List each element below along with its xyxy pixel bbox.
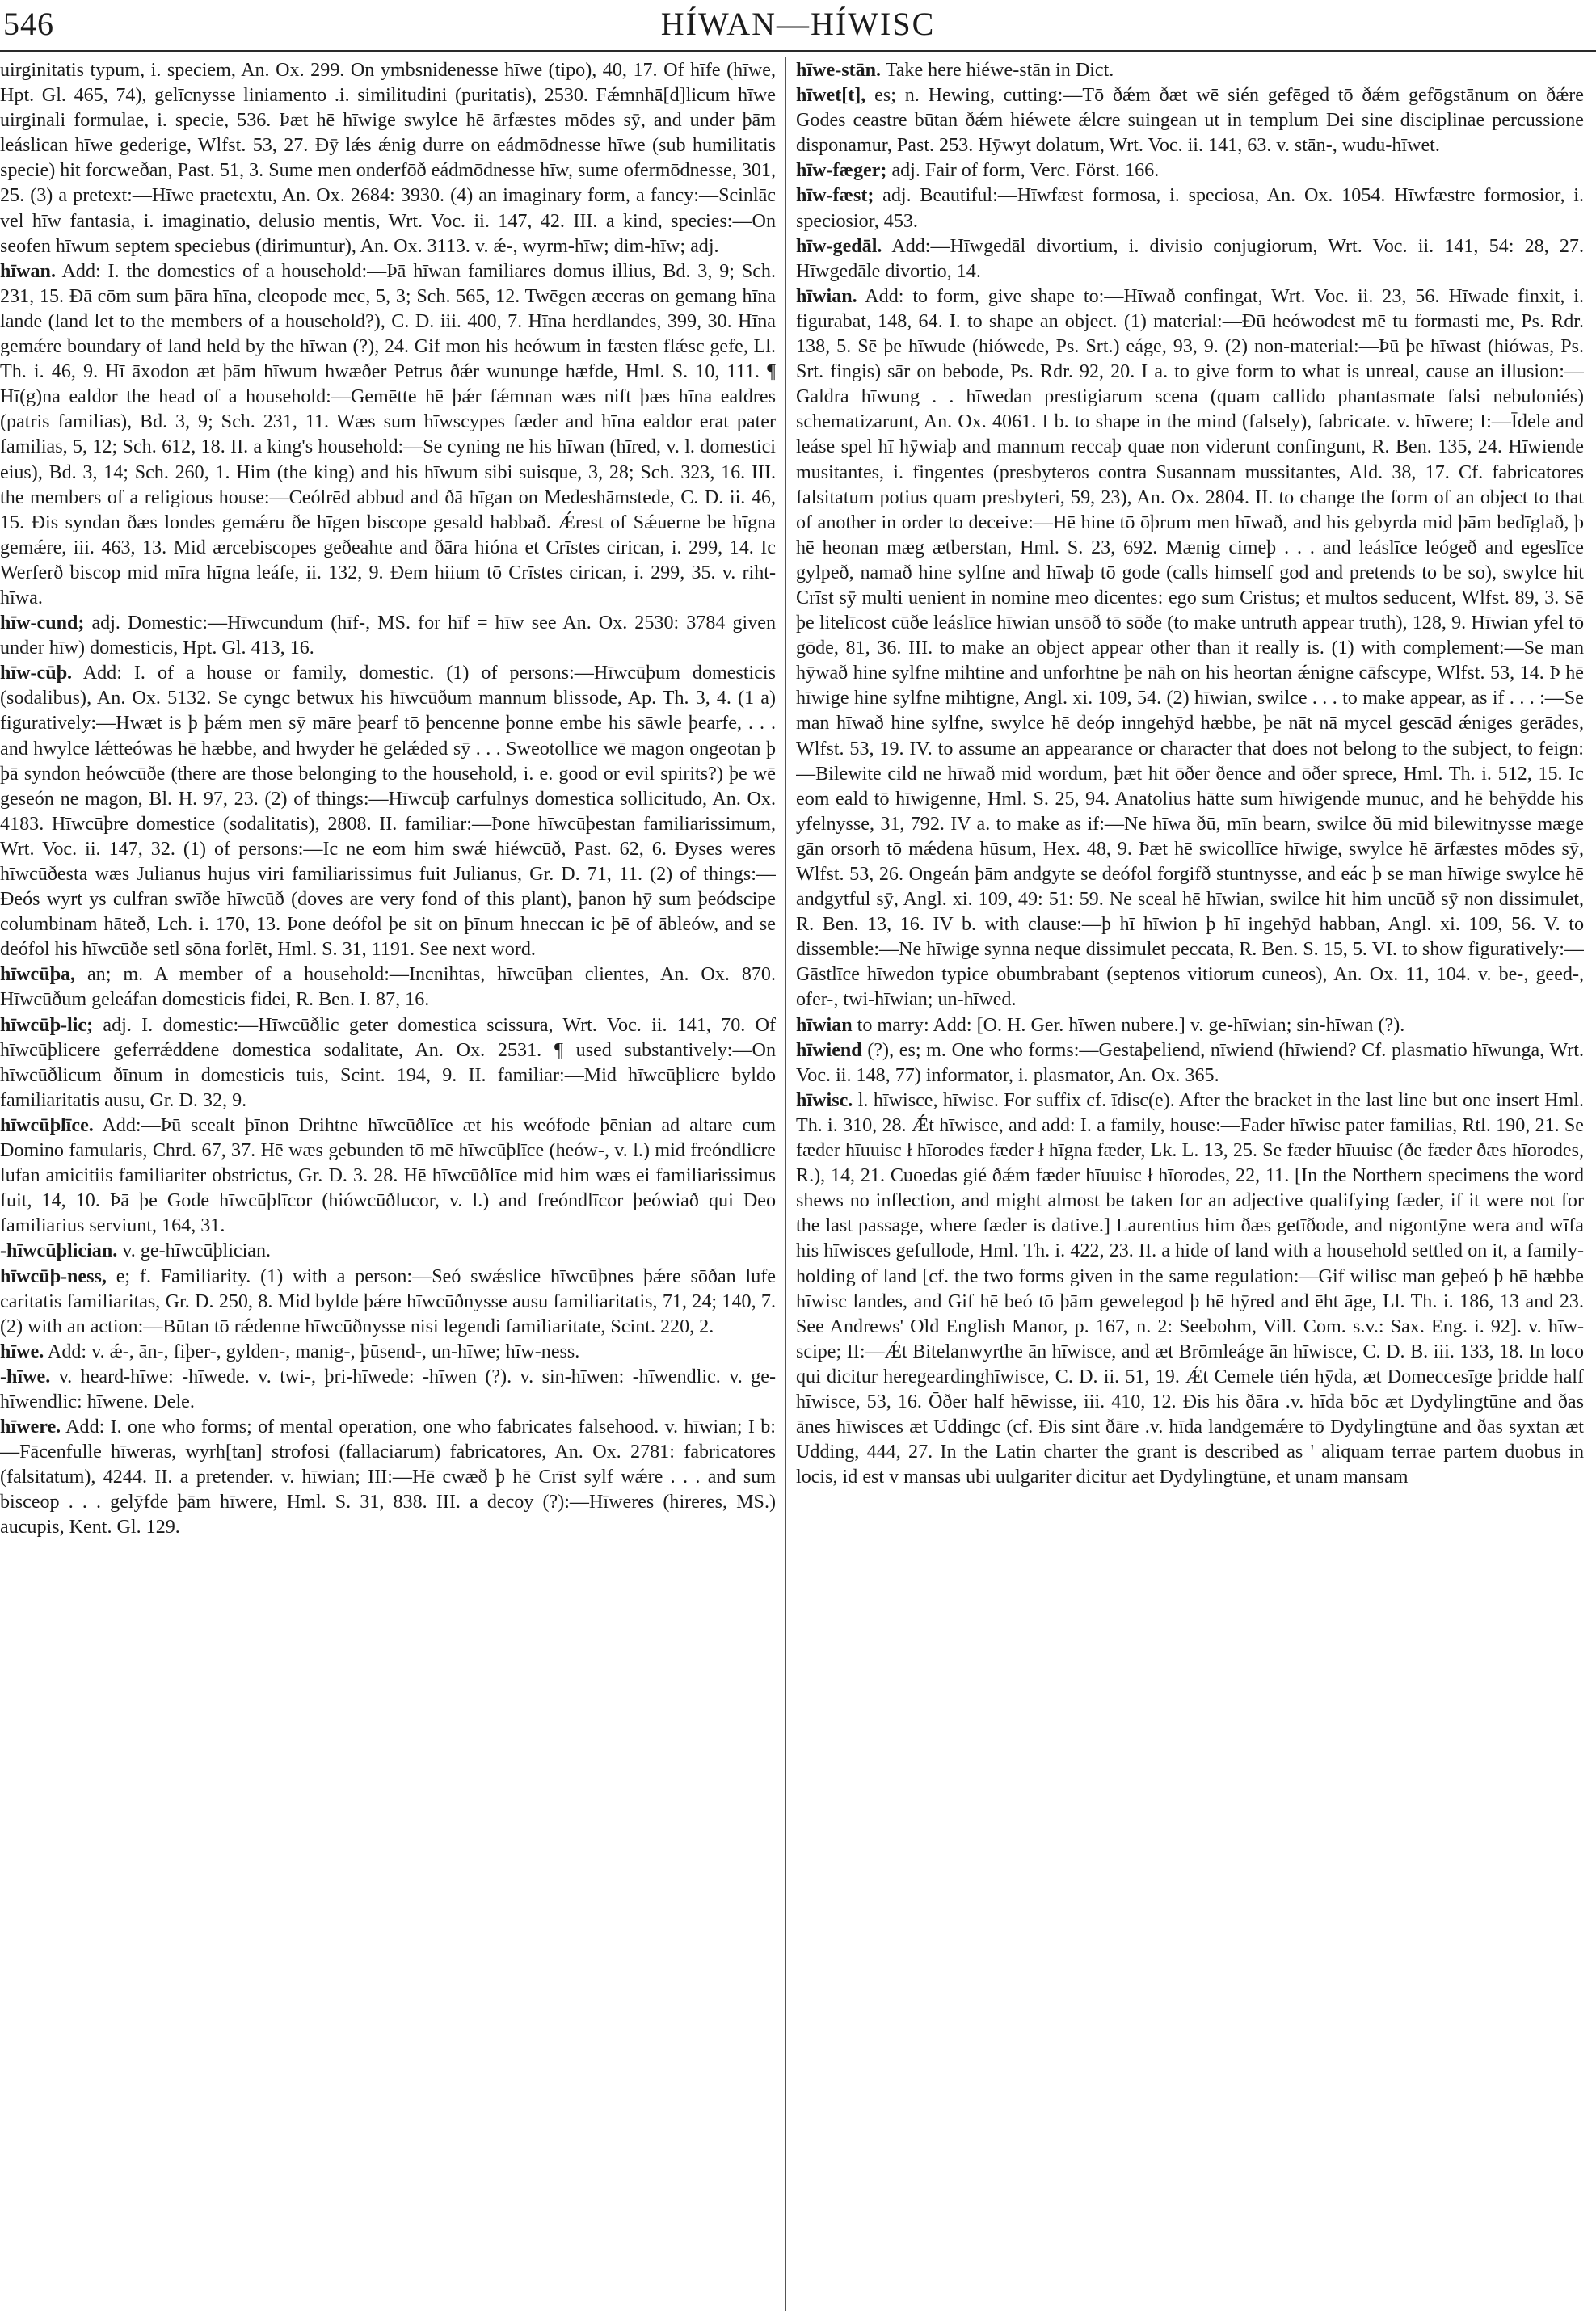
entry-text: adj. Fair of form, Verc. Först. 166. <box>891 160 1160 182</box>
dictionary-entry <box>796 183 1584 234</box>
entry-headword: -hīwcūþlician. <box>0 1240 118 1262</box>
dictionary-entry <box>0 259 776 611</box>
column-divider <box>785 57 786 2311</box>
entry-text: Add: I. the domestics of a household:—Þā hīwan familiares domus illius, Bd. 3, 9; Sch. 231, 15. Ðā cōm sum þāra hīna, cleopode mec, 5, 3; Sch. 565, 12. Twēgen æceras on gemang hīna lande (land let to the members of a household?), C. D. iii. 400, 7. Hīna herdlandes, 399, 30. Hīna gemǽre boundary of land held by the hīwan (?), 24. Gif mon his heówum in fæsten flǽsc gefe, Ll. Th. i. 46, 9. Hī āxodon æt þām hīwum hwæðer Petrus ðǽr wununge hæfde, Hml. S. 10, 111. ¶ Hī(g)na ealdor the head of a household:—Gemētte hē þǽr fǽmnan wæs nift þæs hīna ealdres (patris familias), Bd. 3, 9; Sch. 231, 11. Wæs sum hīwscypes fæder and hīna ealdor erat pater familias, 5, 12; Sch. 612, 18. II. a king's household:—Se cyning ne his hīwan (hīred, v. l. domestici eius), Bd. 3, 14; Sch. 260, 1. Him (the king) and his hīwum sibi suisque, 3, 28; Sch. 323, 16. III. the members of a religious house:—Ceólrēd abbud and ðā hīgan on Medeshāmstede, C. D. ii. 46, 15. Ðis syndan ðæs londes gemǽru ðe hīgen biscope gesald habbað. Ǽrest of Sǽuerne be hīgna gemǽre, iii. 463, 13. Mid ærcebiscopes geðeahte and ðāra hióna et Crīstes cirican, i. 299, 14. Ic Werferð biscop mid mīra hīgna leáfe, ii. 132, 9. Ðem hiium tō Crīstes cirican, i. 299, 35. v. riht-hīwa. <box>0 260 776 608</box>
entry-text: v. heard-hīwe: -hīwede. v. twi-, þri-hīwede: -hīwen (?). v. sin-hīwen: -hīwendlic. v. ge-hīwendlic: hīwene. Dele. <box>0 1366 776 1412</box>
entry-text: Take here hiéwe-stān in Dict. <box>885 60 1114 81</box>
entry-headword: hīwcūþ-lic; <box>0 1014 94 1036</box>
entry-text: l. hīwisce, hīwisc. For suffix cf. īdisc(e). After the bracket in the last line but one insert Hml. Th. i. 310, 28. Ǽt hīwisce, and add: I. a family, house:—Fader hīwisc pater familias, Rtl. 190, 21. Se fæder hīuuisc ł hīorodes fæder ł hīgna fæder, Lk. L. 13, 25. Se fæder hīuuisc (ðe fæder ðæs hīorodes, R.), 14, 21. Cuoedas gié ðǽm fæder hīuuisc ł hīorodes, 22, 11. [In the Northern specimens the word shews no inflection, and might almost be taken for an adjective qualifying fæder, if it were not for the last passage, where fæder is dative.] Laurentius him ðæs getīðode, and nigontȳne wera and wīfa his hīwisces gefullode, Hml. Th. i. 422, 23. II. a hide of land with a household settled on it, a family-holding of land [cf. the two forms given in the same regulation:—Gif wilisc man geþeó þ hē hæbbe hīwisc landes, and Gif hē beó tō þām gewelegod þ hē hȳred and ēht āge, Ll. Th. i. 186, 13 and 23. See Andrews' Old English Manor, p. 167, n. 2: Seebohm, Vill. Com. s.v.: Sax. Eng. i. 92]. v. hīw-scipe; II:—Ǽt Bitelanwyrthe ān hīwisce, and æt Brōmleáge ān hīwisce, C. D. B. iii. 133, 18. In loco qui dicitur heregeardinghīwisce, C. D. ii. 51, 19. Ǽt Cemele tién hȳda, æt Domeccesīge þridde half hīwisce, 53, 16. Ōðer half hēwisse, iii. 410, 12. Ðis his ðāra .v. hīda bōc æt Dydylingtūne and ðas ānes hīwisces æt Uddingc (cf. Ðis sint ðāre .v. hīda landgemǽre tō Dydylingtūne and ðas syxtan æt Udding, 444, 27. In the Latin charter the grant is described as ' aliquam terrae partem duobus in locis, id est v mansas ubi uulgariter dicitur aet Dydylingtūne, et unam mansam <box>796 1089 1584 1488</box>
entry-headword: -hīwe. <box>0 1366 51 1387</box>
dictionary-entry <box>796 1013 1584 1038</box>
entry-headword: hīw-cūþ. <box>0 663 73 684</box>
entry-headword: hīwe-stān. <box>796 60 882 81</box>
entry-text: Add: I. one who forms; of mental operation, one who fabricates falsehood. v. hīwian; I b:—Fācenfulle hīweras, wyrh[tan] strofosi (fallaciarum) fabricatores, An. Ox. 2781: fabricatores (falsitatum), 4244. II. a pretender. v. hīwian; III:—Hē cwæð þ hē Crīst sylf wǽre . . . and sum bisceop . . . gelȳfde þām hīwere, Hml. S. 31, 838. III. a decoy (?):—Hīweres (hireres, MS.) aucupis, Kent. Gl. 129. <box>0 1416 776 1539</box>
entry-text: Add: to form, give shape to:—Hīwað confingat, Wrt. Voc. ii. 23, 56. Hīwade finxit, i. figurabat, 148, 64. I. to shape an object. (1) material:—Ðū heówodest mē tu formasti me, Ps. Rdr. 138, 5. Sē þe hīwude (hiówede, Ps. Srt.) eáge, 93, 9. (2) non-material:—Þū þe hīwast (hiówas, Ps. Srt. fingis) sār on bebode, Ps. Rdr. 92, 20. I a. to give form to what is unreal, cause an illusion:—Galdra hīwung . . hīwedan prestigiarum scena (quam callido phantasmate falsi nebuloniés) schematizarunt, An. Ox. 4061. I b. to shape in the mind (falsely), fabricate. v. hīwere; I:—Īdele and leáse spel hī hȳwiaþ and mannum reccaþ quae non viderunt confingunt, R. Ben. 135, 24. Hīwiende musitantes, i. fingentes (presbyteros contra Susannam mussitantes, Ald. 38, 17. Cf. fabricatores falsitatum potius quam presbyteri, 59, 23), An. Ox. 2804. II. to change the form of an object to that of another in order to deceive:—Hē hine tō ōþrum men hīwað, and his gebyrda mid þām bedīglað, þ hē heonan mæg ætberstan, Hml. S. 23, 692. Mænig cimeþ . . . and leáslīce leógeð and egeslīce gylpeð, namað hine sylfne and hīwaþ tō gode (calls himself god and pretends to be so), swylce hit Crīst sȳ multi uenient in nomine meo dicentes: ego sum Cristus; et multos seducent, Wlfst. 89, 3. Sē þe litelīcost cūðe leáslīce hīwian unsōð tō sōðe (to make untruth appear truth), 128, 9. Hīwian yfel tō gōde, 81, 36. III. to make an object appear other than it really is. (1) with complement:—Se man hȳwað hine sylfne mihtine and unforhtne þe nāh on his heortan ǽnigne cāfscype, Wlfst. 53, 14. Þ hē hīwige hine sylfne mihtigne, Angl. xi. 109, 54. (2) hīwian, swilce . . . to make appear, as if . . . :—Se man hīwað hine sylfne, swylce hē deóp inngehȳd hæbbe, þe nāt nā mycel gescād ǽniges gerādes, Wlfst. 53, 19. IV. to assume an appearance or character that does not belong to the subject, to feign:—Bilewite cild ne hīwað mid wordum, þæt hit ōðer ðence and ōðer sprece, Hml. Th. i. 512, 15. Ic eom eald tō hīwigenne, Hml. S. 25, 94. Anatolius hātte sum hīwigende munuc, and hē behȳdde his yfelnysse, 31, 792. IV a. to make as if:—Ne hīwa ðū, mīn bearn, swilce ðū mid bilewitnysse mæge gān orsorh tō mǽdena hūsum, Hex. 48, 9. Þæt hē swicollīce hīwige, swylce hē ārfæstes mōdes sȳ, Wlfst. 53, 26. Ongeán þām andgyte se deófol forgifð stuntnysse, and eác þ se man hīwige swylce hē andgytful sȳ, Angl. xi. 109, 49: 51: 59. Ne sceal hē hīwian, swilce hit him uncūð sȳ non dissimulet, R. Ben. 13, 16. IV b. with clause:—þ hī hīwion þ hī ingehȳd habban, Angl. xi. 109, 56. V. to dissemble:—Ne hīwige synna neque dissimulet peccata, R. Ben. S. 15, 5. VI. to show figuratively:—Gāstlīce hīwedon typice obumbrabant (septenos vitiorum cuneos), An. Ox. 11, 104. v. be-, geed-, ofer-, twi-hīwian; un-hīwed. <box>796 285 1584 1011</box>
entry-headword: hīwere. <box>0 1416 61 1438</box>
entry-headword: hīwiend <box>796 1039 862 1061</box>
dictionary-entry <box>796 1088 1584 1491</box>
entry-text: Add: v. ǽ-, ān-, fiþer-, gylden-, manig-, þūsend-, un-hīwe; hīw-ness. <box>47 1341 580 1362</box>
entry-text: e; f. Familiarity. (1) with a person:—Seó swǽslice hīwcūþnes þǽre sōðan lufe caritatis familiaritas, Gr. D. 250, 8. Mid bylde þǽre hīwcūðnysse ausu familiaritatis, 71, 24; 140, 7. (2) with an action:—Būtan tō rǽdenne hīwcūðnysse nisi legendi familiaritate, Scint. 220, 2. <box>0 1265 776 1337</box>
dictionary-entry <box>0 58 776 259</box>
header-rule <box>0 50 1596 52</box>
entry-headword: hīw-cund; <box>0 612 85 634</box>
dictionary-entry <box>796 1038 1584 1088</box>
dictionary-entry <box>0 1265 776 1340</box>
right-column <box>796 58 1584 2305</box>
entry-headword: hīwian <box>796 1014 853 1036</box>
entry-headword: hīwet[t], <box>796 85 866 107</box>
page-number: 546 <box>3 6 54 42</box>
dictionary-entry <box>0 1239 776 1264</box>
entry-text: an; m. A member of a household:—Incnihtas, hīwcūþan clientes, An. Ox. 870. Hīwcūðum geleáfan domesticis fidei, R. Ben. I. 87, 16. <box>0 964 776 1011</box>
entry-text: (?), es; m. One who forms:—Gestaþeliend, nīwiend (hīwiend? Cf. plasmatio hīwunga, Wrt. Voc. ii. 148, 77) informator, i. plasmator, An. Ox. 365. <box>796 1039 1584 1086</box>
entry-headword: hīw-fæst; <box>796 185 874 207</box>
entry-headword: hīw-fæger; <box>796 160 887 182</box>
dictionary-entry <box>0 661 776 962</box>
left-column <box>0 58 776 2305</box>
dictionary-entry <box>796 83 1584 158</box>
dictionary-entry <box>0 962 776 1012</box>
entry-text: v. ge-hīwcūþlician. <box>122 1240 272 1262</box>
dictionary-entry <box>0 1365 776 1415</box>
dictionary-entry <box>0 611 776 661</box>
entry-headword: hīwian. <box>796 285 857 307</box>
entry-text: es; n. Hewing, cutting:—Tō ðǽm ðæt wē sién gefēged tō ðǽm gefōgstānum on ðǽre Godes ceastre būtan ðǽm hiéwete ǽlcre suingean ut in templum Dei sine disciplinae percussione disponamur, Past. 253. Hȳwyt dolatum, Wrt. Voc. ii. 141, 63. v. stān-, wudu-hīwet. <box>796 85 1584 157</box>
dictionary-entry <box>796 234 1584 284</box>
entry-headword: hīw-gedāl. <box>796 235 882 257</box>
page-header <box>0 0 1596 57</box>
dictionary-entry <box>796 58 1584 83</box>
entry-text: to marry: Add: [O. H. Ger. hīwen nubere.] v. ge-hīwian; sin-hīwan (?). <box>857 1014 1405 1036</box>
entry-headword: hīwisc. <box>796 1089 853 1111</box>
entry-headword: hīwe. <box>0 1341 44 1362</box>
entry-headword: hīwcūþa, <box>0 964 76 986</box>
running-head: HÍWAN—HÍWISC <box>660 6 936 42</box>
entry-text: Add: I. of a house or family, domestic. (1) of persons:—Hīwcūþum domesticis (sodalibus), An. Ox. 5132. Se cyngc betwux his hīwcūðum mannum blissode, Ap. Th. 3, 4. (1 a) figuratively:—Hwæt is þ þǽm men sȳ māre þearf tō þencenne þonne embe his sāwle þearfe, . . . and hwylce lǽtteówas hē hæbbe, and hwyder hē gelǽded sȳ . . . Sweotollīce wē magon ongeotan þ þā syndon heówcūðe (there are those belonging to the household, i. e. good or evil spirits?) þe wē geseón ne magon, Bl. H. 97, 23. (2) of things:—Hīwcūþ carfulnys domestica sollicitudo, An. Ox. 4183. Hīwcūþre domestice (sodalitatis), 2808. II. familiar:—Þone hīwcūþestan familiarissimum, Wrt. Voc. ii. 147, 32. (1) of persons:—Ic ne eom him swǽ hiéwcūð, Past. 62, 6. Ðyses weres hīwcūðesta wæs Julianus hujus viri familiarissimus fuit Julianus, Gr. D. 71, 11. (2) of things:—Ðeós wyrt ys culfran swīðe hīwcūð (doves are very fond of this plant), þanon hȳ sum þeódscipe columbinam hāteð, Lch. i. 170, 13. Þone deófol þe sit on þīnum hneccan ic þē of ābleów, and se deófol his hīwcūðe setl sōna forlēt, Hml. S. 31, 1191. See next word. <box>0 663 776 961</box>
dictionary-entry <box>0 1340 776 1365</box>
entry-text: uirginitatis typum, i. speciem, An. Ox. 299. On ymbsnidenesse hīwe (tipo), 40, 17. Of hīfe (hīwe, Hpt. Gl. 465, 74), gelīcnysse liniamento .i. similitudini (puritatis), 2530. Fǽmnhā[d]licum hīwe uirginali formulae, i. specie, 536. Þæt hē hīwige swylce hē ārfæstes mōdes sȳ, and under þām leáslican hīwe gederige, Wlfst. 53, 27. Ðȳ lǽs ǽnig durre on eádmōdnesse hīwe (sub humilitatis specie) hit forcweðan, Past. 51, 3. Sume men onderfōð eádmōdnesse hīw, sume ofermōdnesse, 301, 25. (3) a pretext:—Hīwe praetextu, An. Ox. 2684: 3930. (4) an imaginary form, a fancy:—Scinlāc vel hīw fantasia, i. imaginatio, delusio mentis, Wrt. Voc. ii. 147, 42. III. a kind, species:—On seofen hīwum septem speciebus (dirimuntur), An. Ox. 3113. v. ǽ-, wyrm-hīw; dim-hīw; adj. <box>0 60 776 257</box>
dictionary-entry <box>0 1113 776 1239</box>
entry-text: adj. I. domestic:—Hīwcūðlic geter domestica scissura, Wrt. Voc. ii. 141, 70. Of hīwcūþlicere geferrǽddene domestica sodalitate, An. Ox. 2531. ¶ used substantively:—On hīwcūðlicum ðīnum in domesticis tuis, Scint. 194, 9. II. familiar:—Mid hīwcūþlicre byldo familiaritatis ausu, Gr. D. 32, 9. <box>0 1014 776 1111</box>
entry-text: adj. Domestic:—Hīwcundum (hīf-, MS. for hīf = hīw see An. Ox. 2530: 3784 given under hīw) domesticis, Hpt. Gl. 413, 16. <box>0 612 776 659</box>
dictionary-entry <box>0 1013 776 1113</box>
entry-headword: hīwcūþlīce. <box>0 1114 94 1136</box>
entry-text: Add:—Hīwgedāl divortium, i. divisio conjugiorum, Wrt. Voc. ii. 141, 54: 28, 27. Hīwgedāle divortio, 14. <box>796 235 1584 282</box>
entry-headword: hīwan. <box>0 260 56 282</box>
entry-text: adj. Beautiful:—Hīwfæst formosa, i. speciosa, An. Ox. 1054. Hīwfæstre formosior, i. speciosior, 453. <box>796 185 1584 232</box>
entry-text: Add:—Þū scealt þīnon Drihtne hīwcūðlīce æt his weófode þēnian ad altare cum Domino famularis, Chrd. 67, 37. Hē wæs gebunden tō mē hīwcūþlīce (heów-, v. l.) mid freóndlicre lufan amicitiis familiariter obstrictus, Gr. D. 3. 28. Hē hīwcūðlīce mid him wæs ei familiarissimus fuit, 14, 10. Þā þe Gode hīwcūþlīcor (hiówcūðlucor, v. l.) and freóndlīcor þeówiað qui Deo familiarius serviunt, 164, 31. <box>0 1114 776 1237</box>
entry-headword: hīwcūþ-ness, <box>0 1265 107 1287</box>
dictionary-entry <box>796 158 1584 183</box>
dictionary-entry <box>796 284 1584 1013</box>
dictionary-entry <box>0 1415 776 1540</box>
